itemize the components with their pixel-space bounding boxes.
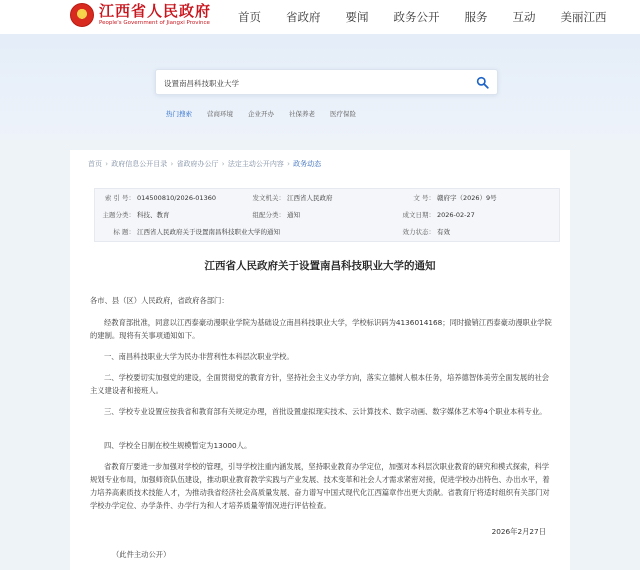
breadcrumb-separator: › bbox=[221, 160, 225, 168]
issue-date: 2026年2月27日 bbox=[491, 527, 546, 536]
nav-item-interaction[interactable]: 互动 bbox=[512, 10, 536, 24]
meta-label: 索 引 号： bbox=[104, 194, 135, 202]
hot-search-label: 热门搜索 bbox=[166, 110, 192, 118]
nav-item-beautiful-jiangxi[interactable]: 美丽江西 bbox=[560, 10, 607, 24]
meta-row bbox=[95, 192, 559, 204]
meta-label: 成文日期： bbox=[402, 211, 435, 219]
nav-item-news[interactable]: 要闻 bbox=[345, 10, 369, 24]
breadcrumb-catalog[interactable]: 政府信息公开目录 bbox=[111, 160, 168, 168]
search-input[interactable] bbox=[164, 76, 464, 90]
breadcrumb-separator: › bbox=[170, 160, 174, 168]
nav-item-home[interactable]: 首页 bbox=[238, 10, 261, 24]
paragraph: 经教育部批准，同意以江西泰豪动漫职业学院为基础设立南昌科技职业大学，学校标识码为4136014168；同时撤销江西泰豪动漫职业学院的建制。现将有关事项通知如下。 bbox=[90, 318, 552, 340]
meta-title-value: 江西省人民政府关于设置南昌科技职业大学的通知 bbox=[137, 228, 280, 236]
logo-text bbox=[99, 3, 211, 27]
hot-search-item[interactable]: 社保养老 bbox=[289, 110, 315, 118]
paragraph: 四、学校全日制在校生规模暂定为13000人。 bbox=[104, 441, 252, 450]
paragraph: 一、南昌科技职业大学为民办非营利性本科层次职业学校。 bbox=[104, 352, 294, 361]
hot-search-item[interactable]: 企业开办 bbox=[248, 110, 274, 118]
nav-item-government[interactable]: 省政府 bbox=[286, 10, 321, 24]
breadcrumb-separator: › bbox=[287, 160, 290, 168]
hot-search-item[interactable]: 医疗保险 bbox=[330, 110, 356, 118]
main-nav bbox=[238, 10, 632, 24]
meta-issuer-value: 江西省人民政府 bbox=[287, 194, 333, 202]
hot-search-item[interactable]: 营商环境 bbox=[207, 110, 233, 118]
search-icon[interactable] bbox=[476, 76, 489, 89]
meta-index-value: 014500810/2026-01360 bbox=[137, 194, 216, 202]
paragraph: 三、学校专业设置应按我省和教育部有关规定办理，首批设置虚拟现实技术、云计算技术、数字动画、数字媒体艺术等4个职业本科专业。 bbox=[104, 407, 547, 416]
meta-docno-value: 赣府字（2026）9号 bbox=[437, 194, 497, 202]
article-panel bbox=[70, 150, 570, 570]
meta-label: 标 题： bbox=[113, 228, 135, 236]
site-logo[interactable] bbox=[70, 3, 211, 27]
article-title: 江西省人民政府关于设置南昌科技职业大学的通知 bbox=[204, 260, 436, 272]
meta-label: 组配分类： bbox=[252, 211, 285, 219]
meta-label: 发文机关： bbox=[252, 194, 285, 202]
logo-subtitle: People's Government of Jiangxi Province bbox=[99, 20, 210, 26]
meta-label: 文 号： bbox=[413, 194, 435, 202]
logo-title: 江西省人民政府 bbox=[99, 2, 212, 20]
salutation: 各市、县（区）人民政府，省政府各部门： bbox=[90, 296, 229, 305]
meta-validity-value: 有效 bbox=[437, 228, 450, 236]
paragraph: 省教育厅要进一步加强对学校的管理，引导学校注重内涵发展，坚持职业教育办学定位，加强对本科层次职业教育的研究和模式探索，科学规划专业布局，加强师资队伍建设，推动职业教育教学实践与产业发展、技术变革和社会人才需求紧密对接，促进学校办出特色、办出水平，着力培养高素质技术技能人才，为推动我省经济社会高质量发展、奋力谱写中国式现代化江西篇章作出更大贡献。省教育厅将适时组织有关部门对学校办学定位、办学条件、办学行为和人才培养质量等情况进行评估检查。 bbox=[90, 462, 550, 510]
meta-row bbox=[95, 209, 559, 221]
meta-topic-value: 科技、教育 bbox=[137, 211, 170, 219]
document-metadata bbox=[94, 188, 560, 242]
breadcrumb-office[interactable]: 省政府办公厅 bbox=[176, 160, 219, 168]
breadcrumb-home[interactable]: 首页 bbox=[88, 160, 102, 168]
national-emblem-icon bbox=[70, 3, 94, 27]
meta-row bbox=[95, 226, 559, 238]
breadcrumb-statutory[interactable]: 法定主动公开内容 bbox=[227, 160, 284, 168]
nav-item-services[interactable]: 服务 bbox=[464, 10, 488, 24]
breadcrumb-separator: › bbox=[105, 160, 109, 168]
meta-label: 效力状态： bbox=[402, 228, 435, 236]
meta-label: 主题分类： bbox=[102, 211, 135, 219]
breadcrumb bbox=[88, 159, 321, 169]
paragraph: 二、学校要切实加强党的建设，全面贯彻党的教育方针，坚持社会主义办学方向，落实立德树人根本任务，培养德智体美劳全面发展的社会主义建设者和接班人。 bbox=[90, 373, 550, 395]
disclosure-note: （此件主动公开） bbox=[112, 550, 171, 559]
hot-search-list bbox=[166, 109, 371, 118]
site-header bbox=[0, 0, 640, 34]
nav-item-open-affairs[interactable]: 政务公开 bbox=[393, 10, 440, 24]
meta-genre-value: 通知 bbox=[287, 211, 300, 219]
breadcrumb-current[interactable]: 政务动态 bbox=[293, 160, 322, 168]
meta-date-value: 2026-02-27 bbox=[437, 211, 475, 219]
search-box bbox=[155, 69, 498, 95]
search-band bbox=[0, 34, 640, 140]
